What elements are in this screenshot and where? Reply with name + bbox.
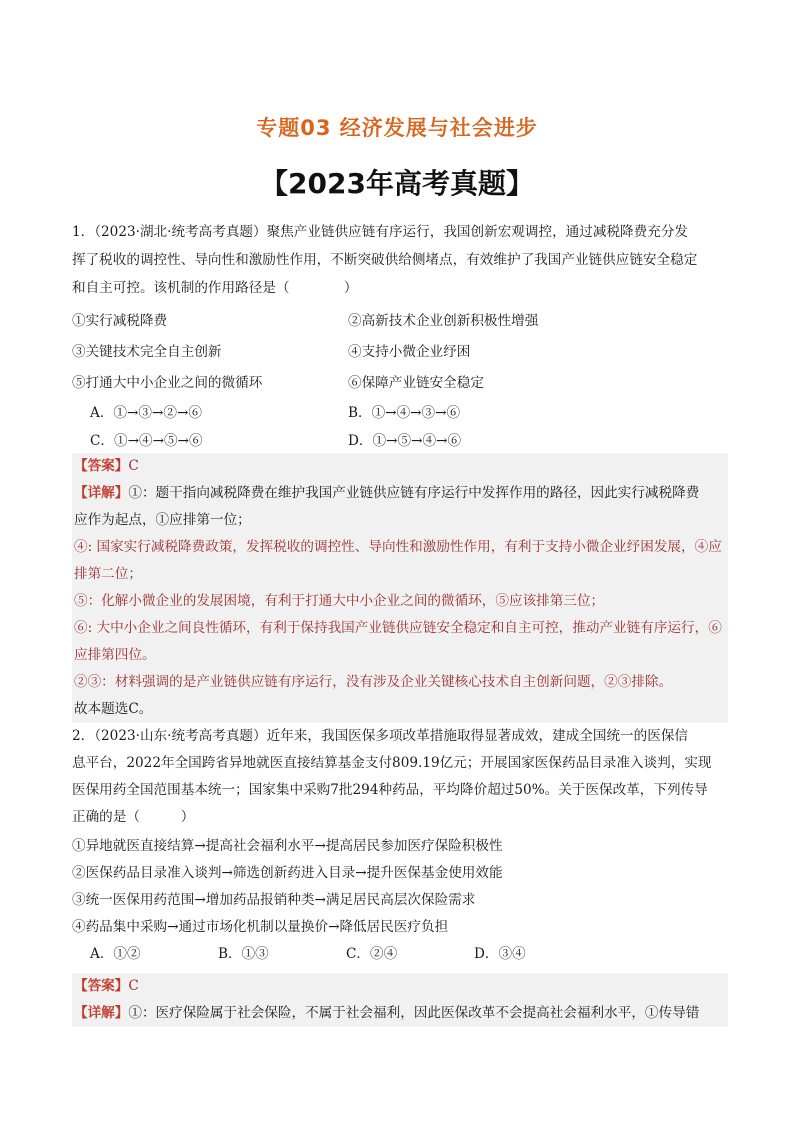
detail-line: ⑥: 大中小企业之间良性循环，有利于保持我国产业链供应链安全稳定和自主可控，推动产业链有序运行，⑥: [74, 620, 722, 636]
statement-item: ③统一医保用药范围→增加药品报销种类→满足居民高层次保险需求: [72, 892, 476, 908]
detail-line: [72, 480, 728, 507]
detail-line: ④: 国家实行减税降费政策，发挥税收的调控性、导向性和激励性作用，有利于支持小微企业纾困发展，④应: [74, 539, 722, 555]
statement-item: ①异地就医直接结算→提高社会福利水平→提高居民参加医疗保险积极性: [72, 838, 503, 854]
question-2: [72, 723, 722, 968]
option-row: [72, 399, 722, 427]
option-row: [72, 941, 722, 968]
statement-item: ③关键技术完全自主创新: [72, 344, 222, 360]
question-1: [72, 218, 722, 455]
option-c: C．②④: [346, 946, 398, 962]
section-heading: 【2023年高考真题】: [260, 167, 534, 200]
detail-line: 应排第四位。: [74, 647, 156, 663]
option-d: D．③④: [474, 946, 526, 962]
detail-text: ①：医疗保险属于社会保险，不属于社会福利，因此医保改革不会提高社会福利水平，①传导错: [128, 1005, 700, 1021]
answer-tag: 【答案】: [74, 978, 129, 994]
statement-row: [72, 337, 722, 368]
option-c: C．①→④→⑤→⑥: [90, 433, 203, 449]
detail-line: ⑤：化解小微企业的发展困境，有利于打通大中小企业之间的微循环，⑤应该排第三位；: [74, 593, 605, 609]
answer-value: C: [128, 978, 139, 994]
answer-value: C: [128, 458, 139, 474]
statement-item: ②医保药品目录准入谈判→筛选创新药进入目录→提升医保基金使用效能: [72, 865, 503, 881]
option-d: D．①→⑤→④→⑥: [348, 433, 462, 449]
detail-line: ②③：材料强调的是产业链供应链有序运行，没有涉及企业关键核心技术自主创新问题，②③排除。: [74, 674, 673, 690]
statement-item: ④药品集中采购→通过市场化机制以量换价→降低居民医疗负担: [72, 919, 449, 935]
statement-item: ④支持小微企业纾困: [348, 344, 471, 360]
detail-text: ①：题干指向减税降费在维护我国产业链供应链有序运行中发挥作用的路径，因此实行减税降费: [128, 485, 700, 501]
topic-title: 专题03 经济发展与社会进步: [256, 116, 538, 140]
statement-row: [72, 306, 722, 337]
question-stem: 1．（2023·湖北·统考高考真题）聚焦产业链供应链有序运行，我国创新宏观调控，通过减税降费充分发: [72, 224, 689, 240]
statement-item: ⑤打通大中小企业之间的微循环: [72, 375, 263, 391]
question-stem: 和自主可控。该机制的作用路径是（ ）: [72, 280, 358, 296]
option-a: A．①②: [90, 946, 141, 962]
question-stem: 挥了税收的调控性、导向性和激励性作用，不断突破供给侧堵点，有效维护了我国产业链供应链安全稳定: [72, 252, 698, 268]
question-stem: 医保用药全国范围基本统一；国家集中采购7批294种药品，平均降价超过50%。关于医保改革，下列传导: [72, 782, 708, 798]
option-b: B．①③: [218, 946, 269, 962]
detail-line: 排第二位；: [74, 566, 142, 582]
option-b: B．①→④→③→⑥: [348, 405, 461, 421]
statement-item: ②高新技术企业创新积极性增强: [348, 313, 539, 329]
answer-line: [72, 973, 728, 1000]
answer-block-1: [72, 453, 728, 723]
detail-line: 应作为起点，①应排第一位；: [74, 512, 251, 528]
question-stem: 正确的是（ ）: [72, 809, 195, 825]
detail-tag: 【详解】: [74, 1005, 129, 1021]
answer-tag: 【答案】: [74, 458, 129, 474]
statement-row: [72, 368, 722, 399]
answer-line: [72, 453, 728, 480]
option-a: A．①→③→②→⑥: [90, 405, 202, 421]
statement-item: ⑥保障产业链安全稳定: [348, 375, 484, 391]
option-row: [72, 427, 722, 455]
question-stem: 2．（2023·山东·统考高考真题）近年来，我国医保多项改革措施取得显著成效，建成全国统一的医保信: [72, 728, 689, 744]
detail-line: 故本题选C。: [74, 701, 153, 717]
detail-tag: 【详解】: [74, 485, 129, 501]
detail-line: [72, 1000, 728, 1027]
statement-item: ①实行减税降费: [72, 313, 168, 329]
question-stem: 息平台，2022年全国跨省异地就医直接结算基金支付809.19亿元；开展国家医保药品目录准入谈判，实现: [72, 755, 712, 771]
answer-block-2: [72, 973, 728, 1027]
